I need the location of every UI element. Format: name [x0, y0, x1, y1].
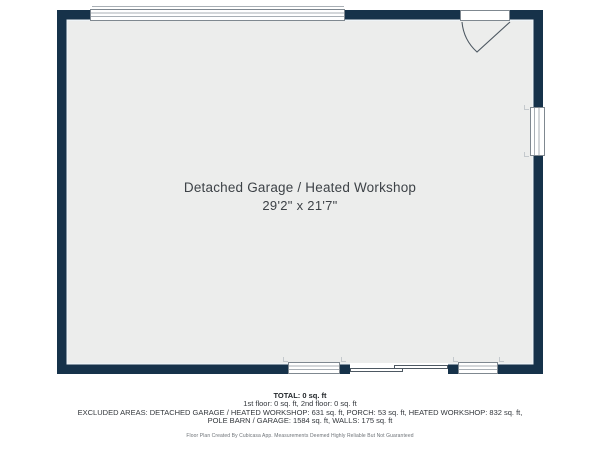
sliding-door-panel	[394, 365, 448, 369]
top-window-strip	[90, 9, 345, 21]
garage-window-sill-line	[92, 6, 344, 7]
door-swing-icon	[445, 5, 535, 65]
window-tick-mark	[524, 152, 529, 157]
bottom-window-right	[458, 362, 498, 374]
floor-plan	[57, 10, 543, 374]
room-label: Detached Garage / Heated Workshop	[183, 180, 417, 195]
window-tick-mark	[283, 357, 288, 362]
right-window	[530, 107, 545, 156]
total-area-text: TOTAL: 0 sq. ft	[273, 391, 327, 400]
disclaimer-text: Floor Plan Created By Cubicasa App. Measurements Deemed Highly Reliable But Not Guaranteed	[186, 433, 414, 439]
window-tick-mark	[341, 357, 346, 362]
window-tick-mark	[524, 105, 529, 110]
excluded-areas-text-line1: EXCLUDED AREAS: DETACHED GARAGE / HEATED WORKSHOP: 631 sq. ft, PORCH: 53 sq. ft, HEATED WORKSHOP: 832 sq. ft,	[77, 407, 523, 417]
excluded-areas-text-line2: POLE BARN / GARAGE: 1584 sq. ft, WALLS: 175 sq. ft	[207, 415, 393, 425]
window-tick-mark	[499, 357, 504, 362]
window-tick-mark	[453, 357, 458, 362]
sliding-door-opening	[350, 363, 448, 374]
room-dimensions: 29'2" x 21'7"	[262, 198, 338, 213]
bottom-window-left	[288, 362, 340, 374]
floor-areas-text: 1st floor: 0 sq. ft, 2nd floor: 0 sq. ft	[243, 399, 357, 408]
